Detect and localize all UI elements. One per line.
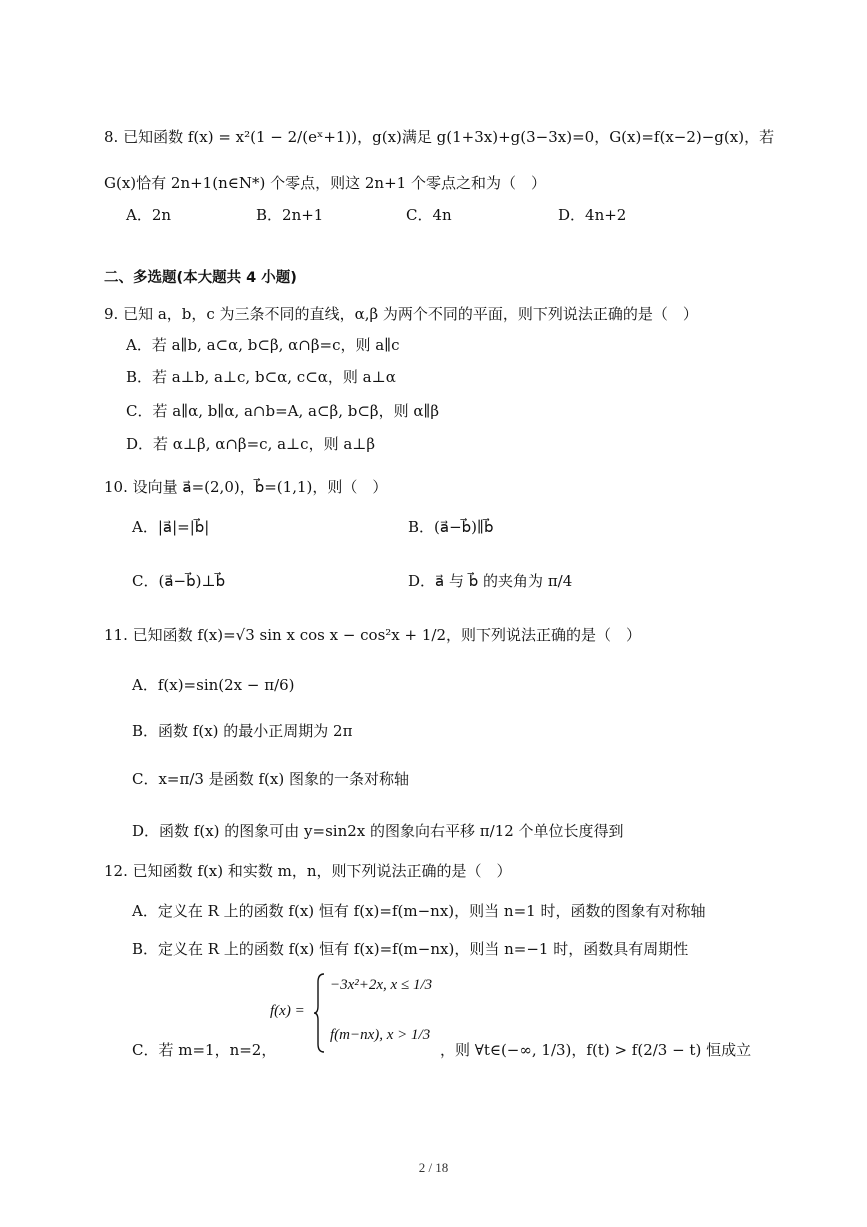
q11-option-d: D．函数 f(x) 的图象可由 y=sin2x 的图象向右平移 π/12 个单位长度得到 xyxy=(132,822,624,840)
section-heading: 二、多选题(本大题共 4 小题) xyxy=(104,270,297,286)
q10-option-b: B．(a⃗−b⃗)∥b⃗ xyxy=(408,518,494,536)
q9-option-b: B．若 a⊥b, a⊥c, b⊂α, c⊂α，则 a⊥α xyxy=(126,368,396,386)
q9-stem: 9. 已知 a，b，c 为三条不同的直线，α,β 为两个不同的平面，则下列说法正确的是（ ） xyxy=(104,305,698,323)
q12-option-b: B．定义在 R 上的函数 f(x) 恒有 f(x)=f(m−nx)，则当 n=−1 时，函数具有周期性 xyxy=(132,940,689,958)
q8-option-a: A．2n xyxy=(126,206,172,224)
q11-option-c: C．x=π/3 是函数 f(x) 图象的一条对称轴 xyxy=(132,770,409,788)
q10-option-c: C．(a⃗−b⃗)⊥b⃗ xyxy=(132,572,226,590)
q12-option-c-prefix: C．若 m=1，n=2， xyxy=(132,1041,277,1059)
q11-option-a: A．f(x)=sin(2x − π/6) xyxy=(132,676,295,694)
q8-option-c: C．4n xyxy=(406,206,452,224)
q8-line2: G(x)恰有 2n+1(n∈N*) 个零点，则这 2n+1 个零点之和为（ ） xyxy=(104,174,546,192)
q9-option-d: D．若 α⊥β, α∩β=c, a⊥c，则 a⊥β xyxy=(126,435,376,453)
q10-option-a: A．|a⃗|=|b⃗| xyxy=(132,518,210,536)
q8-line1: 8. 已知函数 f(x) = x²(1 − 2/(eˣ+1))，g(x)满足 g(1+3x)+g(3−3x)=0，G(x)=f(x−2)−g(x)，若 xyxy=(104,128,775,146)
q12-c-piece-1: −3x²+2x, x ≤ 1/3 xyxy=(330,977,433,993)
q9-option-c: C．若 a∥α, b∥α, a∩b=A, a⊂β, b⊂β，则 α∥β xyxy=(126,402,440,420)
page-number: 2 / 18 xyxy=(418,1160,449,1175)
q12-option-a: A．定义在 R 上的函数 f(x) 恒有 f(x)=f(m−nx)，则当 n=1 时，函数的图象有对称轴 xyxy=(132,902,706,920)
q9-option-a: A．若 a∥b, a⊂α, b⊂β, α∩β=c，则 a∥c xyxy=(126,336,400,354)
q10-option-d: D．a⃗ 与 b⃗ 的夹角为 π/4 xyxy=(408,572,573,590)
q10-stem: 10. 设向量 a⃗=(2,0)，b⃗=(1,1)，则（ ） xyxy=(104,478,388,496)
q12-c-function-name: f(x) = xyxy=(270,1003,305,1019)
q11-stem: 11. 已知函数 f(x)=√3 sin x cos x − cos²x + 1/2，则下列说法正确的是（ ） xyxy=(104,626,642,644)
q11-option-b: B．函数 f(x) 的最小正周期为 2π xyxy=(132,722,353,740)
left-brace-icon xyxy=(312,972,326,1054)
q12-stem: 12. 已知函数 f(x) 和实数 m，n，则下列说法正确的是（ ） xyxy=(104,862,512,880)
q12-option-c-suffix: ，则 ∀t∈(−∞, 1/3)，f(t) > f(2/3 − t) 恒成立 xyxy=(440,1041,752,1059)
q12-c-piece-2: f(m−nx), x > 1/3 xyxy=(330,1027,431,1043)
q8-option-d: D．4n+2 xyxy=(558,206,627,224)
q8-option-b: B．2n+1 xyxy=(256,206,324,224)
